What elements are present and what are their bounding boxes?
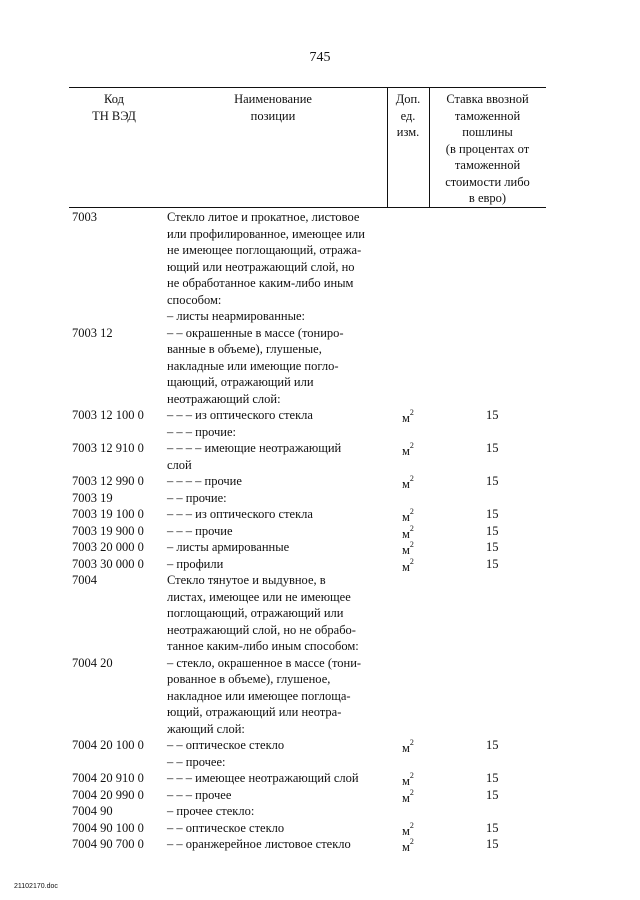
page-number: 745 bbox=[309, 50, 331, 65]
row-code: 7004 20 bbox=[72, 655, 113, 670]
row-description bbox=[167, 556, 392, 573]
row-unit-base: м bbox=[402, 840, 410, 855]
row-unit-base: м bbox=[402, 823, 410, 838]
row-code: 7003 12 990 0 bbox=[72, 474, 144, 488]
table-row bbox=[0, 737, 640, 754]
header-rate-line: таможенной bbox=[454, 158, 521, 172]
table-row bbox=[0, 820, 640, 837]
row-description-line: – – оранжерейное листовое стекло bbox=[167, 837, 351, 851]
row-description-line: щающий, отражающий или bbox=[167, 375, 314, 389]
row-description-line: или профилированное, имеющее или bbox=[167, 226, 365, 241]
row-unit-exponent: 2 bbox=[409, 787, 414, 797]
row-description bbox=[167, 655, 392, 738]
row-description-line: – – – из оптического стекла bbox=[167, 408, 313, 422]
table-header bbox=[69, 87, 546, 208]
row-description-line: листах, имеющее или не имеющее bbox=[167, 589, 351, 604]
table-row bbox=[0, 787, 640, 804]
row-code: 7004 90 700 0 bbox=[72, 837, 144, 851]
table-row bbox=[0, 836, 640, 853]
row-description-line: способом: bbox=[167, 292, 222, 307]
tariff-table-body bbox=[0, 209, 640, 853]
row-description-line: не имеющее поглощающий, отража- bbox=[167, 243, 362, 257]
row-unit-base: м bbox=[402, 510, 410, 525]
row-code: 7003 12 910 0 bbox=[72, 441, 144, 455]
row-description-line: неотражающий слой, но не обрабо- bbox=[167, 622, 356, 637]
row-description bbox=[167, 473, 392, 490]
row-description-line: – – – из оптического стекла bbox=[167, 507, 313, 521]
row-description-line: ющий, отражающий или неотра- bbox=[167, 705, 342, 719]
row-description bbox=[167, 308, 392, 325]
table-row bbox=[0, 473, 640, 490]
row-description-line: – – – – прочие bbox=[167, 474, 242, 488]
row-description bbox=[167, 754, 392, 771]
row-description-line: неотражающий слой: bbox=[167, 391, 281, 406]
header-code-line: ТН ВЭД bbox=[92, 108, 136, 123]
row-unit-exponent: 2 bbox=[409, 820, 414, 830]
row-description-line: Стекло литое и прокатное, листовое bbox=[167, 210, 360, 224]
table-row bbox=[0, 539, 640, 556]
row-unit-exponent: 2 bbox=[409, 408, 414, 417]
row-description-line: – – оптическое стекло bbox=[167, 738, 285, 752]
row-code: 7003 19 100 0 bbox=[72, 507, 144, 521]
table-row bbox=[0, 440, 640, 473]
header-unit-line: Доп. bbox=[395, 92, 421, 106]
row-unit-base: м bbox=[402, 790, 410, 805]
row-description-line: – – прочие: bbox=[167, 490, 227, 505]
row-description bbox=[167, 539, 392, 556]
row-description-line: ющий или неотражающий слой, но bbox=[167, 259, 355, 274]
row-description bbox=[167, 506, 392, 523]
table-row bbox=[0, 209, 640, 308]
row-description-line: рованное в объеме), глушеное, bbox=[167, 672, 331, 686]
table-row bbox=[0, 655, 640, 738]
row-description-line: – стекло, окрашенное в массе (тони- bbox=[167, 655, 362, 670]
table-row bbox=[0, 308, 640, 325]
row-unit-exponent: 2 bbox=[409, 738, 414, 747]
row-code: 7004 20 100 0 bbox=[72, 738, 144, 752]
row-rate: 15 bbox=[486, 738, 499, 752]
header-rate-line: (в процентах от bbox=[445, 141, 530, 156]
row-description-line: накладные или имеющие погло- bbox=[167, 358, 339, 373]
row-code: 7003 19 900 0 bbox=[72, 523, 144, 538]
row-description bbox=[167, 209, 392, 308]
table-row bbox=[0, 490, 640, 507]
header-unit-line: ед. bbox=[400, 108, 416, 123]
row-description-line: не обработанное каким-либо иным bbox=[167, 276, 354, 290]
row-rate: 15 bbox=[486, 408, 499, 422]
row-code: 7004 bbox=[72, 573, 97, 587]
header-rate-line: Ставка ввозной bbox=[446, 92, 529, 106]
row-rate: 15 bbox=[486, 540, 499, 554]
row-unit-exponent: 2 bbox=[409, 837, 414, 846]
row-description bbox=[167, 572, 392, 655]
row-unit-exponent: 2 bbox=[409, 507, 414, 516]
header-rate-line: таможенной bbox=[454, 108, 521, 123]
row-unit-exponent: 2 bbox=[409, 523, 414, 533]
table-row bbox=[0, 572, 640, 655]
header-rate-line: в евро) bbox=[468, 191, 507, 205]
row-description-line: – листы неармированные: bbox=[167, 309, 306, 323]
row-description bbox=[167, 440, 392, 473]
table-row bbox=[0, 506, 640, 523]
row-code: 7003 30 000 0 bbox=[72, 556, 144, 571]
row-description-line: – листы армированные bbox=[167, 540, 290, 554]
header-unit-line: изм. bbox=[396, 125, 420, 139]
row-code: 7003 19 bbox=[72, 490, 113, 505]
row-unit-exponent: 2 bbox=[409, 556, 414, 566]
row-description-line: поглощающий, отражающий или bbox=[167, 606, 344, 620]
row-code: 7004 20 990 0 bbox=[72, 787, 144, 802]
row-unit-base: м bbox=[402, 543, 410, 558]
row-unit-exponent: 2 bbox=[409, 474, 414, 483]
footer-filename: 21102170.doc bbox=[14, 883, 58, 890]
row-code: 7004 90 100 0 bbox=[72, 820, 144, 835]
header-name bbox=[159, 88, 387, 207]
row-description-line: – – оптическое стекло bbox=[167, 820, 285, 835]
row-description-line: – – – прочее bbox=[167, 787, 232, 802]
row-unit bbox=[402, 836, 414, 856]
row-description bbox=[167, 803, 392, 820]
row-unit-exponent: 2 bbox=[409, 771, 414, 780]
row-description-line: – – прочее: bbox=[167, 754, 226, 769]
header-rate bbox=[429, 88, 546, 207]
header-name-line: Наименование bbox=[234, 92, 312, 106]
header-code bbox=[69, 88, 159, 207]
row-rate: 15 bbox=[486, 441, 499, 455]
table-row bbox=[0, 556, 640, 573]
row-code: 7004 20 910 0 bbox=[72, 771, 144, 785]
row-unit-base: м bbox=[402, 411, 410, 426]
row-unit-exponent: 2 bbox=[409, 540, 414, 549]
row-unit-exponent: 2 bbox=[409, 441, 414, 450]
row-description-line: жающий слой: bbox=[167, 721, 245, 736]
row-rate: 15 bbox=[486, 820, 499, 835]
row-description bbox=[167, 787, 392, 804]
row-description-line: – – – прочие bbox=[167, 523, 233, 538]
table-row bbox=[0, 770, 640, 787]
row-description bbox=[167, 737, 392, 754]
row-unit-base: м bbox=[402, 477, 410, 492]
row-description-line: – – окрашенные в массе (тониро- bbox=[167, 325, 344, 340]
row-rate: 15 bbox=[486, 474, 499, 488]
row-description bbox=[167, 836, 392, 853]
row-unit-base: м bbox=[402, 559, 410, 574]
header-rate-line: пошлины bbox=[462, 125, 513, 139]
row-unit-base: м bbox=[402, 444, 410, 459]
row-description bbox=[167, 325, 392, 408]
row-description-line: – – – имеющее неотражающий слой bbox=[167, 771, 359, 785]
header-name-line: позиции bbox=[250, 108, 296, 123]
row-description bbox=[167, 490, 392, 507]
header-unit bbox=[387, 88, 429, 207]
header-rate-line: стоимости либо bbox=[445, 174, 530, 189]
row-code: 7003 20 000 0 bbox=[72, 540, 144, 554]
row-description bbox=[167, 770, 392, 787]
header-code-line: Код bbox=[104, 92, 124, 106]
row-code: 7004 90 bbox=[72, 804, 113, 818]
row-description-line: ванные в объеме), глушеные, bbox=[167, 342, 322, 356]
row-description bbox=[167, 820, 392, 837]
table-row bbox=[0, 424, 640, 441]
table-row bbox=[0, 325, 640, 408]
row-rate: 15 bbox=[486, 771, 499, 785]
table-row bbox=[0, 407, 640, 424]
row-rate: 15 bbox=[486, 507, 499, 521]
table-row bbox=[0, 754, 640, 771]
row-unit-base: м bbox=[402, 741, 410, 756]
row-rate: 15 bbox=[486, 837, 499, 851]
row-unit bbox=[402, 440, 414, 460]
row-description-line: Стекло тянутое и выдувное, в bbox=[167, 573, 326, 587]
row-description-line: накладное или имеющее поглоща- bbox=[167, 688, 351, 703]
row-unit-base: м bbox=[402, 774, 410, 789]
row-rate: 15 bbox=[486, 787, 499, 802]
row-description bbox=[167, 424, 392, 441]
row-code: 7003 12 bbox=[72, 325, 113, 340]
row-rate: 15 bbox=[486, 523, 499, 538]
row-code: 7003 12 100 0 bbox=[72, 408, 144, 422]
row-rate: 15 bbox=[486, 556, 499, 571]
table-row bbox=[0, 523, 640, 540]
row-description-line: слой bbox=[167, 457, 192, 472]
row-code: 7003 bbox=[72, 210, 97, 224]
row-description-line: танное каким-либо иным способом: bbox=[167, 639, 359, 653]
row-unit-base: м bbox=[402, 526, 410, 541]
row-description-line: – прочее стекло: bbox=[167, 804, 255, 818]
row-description bbox=[167, 523, 392, 540]
row-description-line: – профили bbox=[167, 556, 224, 571]
row-description-line: – – – – имеющие неотражающий bbox=[167, 441, 342, 455]
row-description-line: – – – прочие: bbox=[167, 424, 236, 439]
table-row bbox=[0, 803, 640, 820]
row-description bbox=[167, 407, 392, 424]
